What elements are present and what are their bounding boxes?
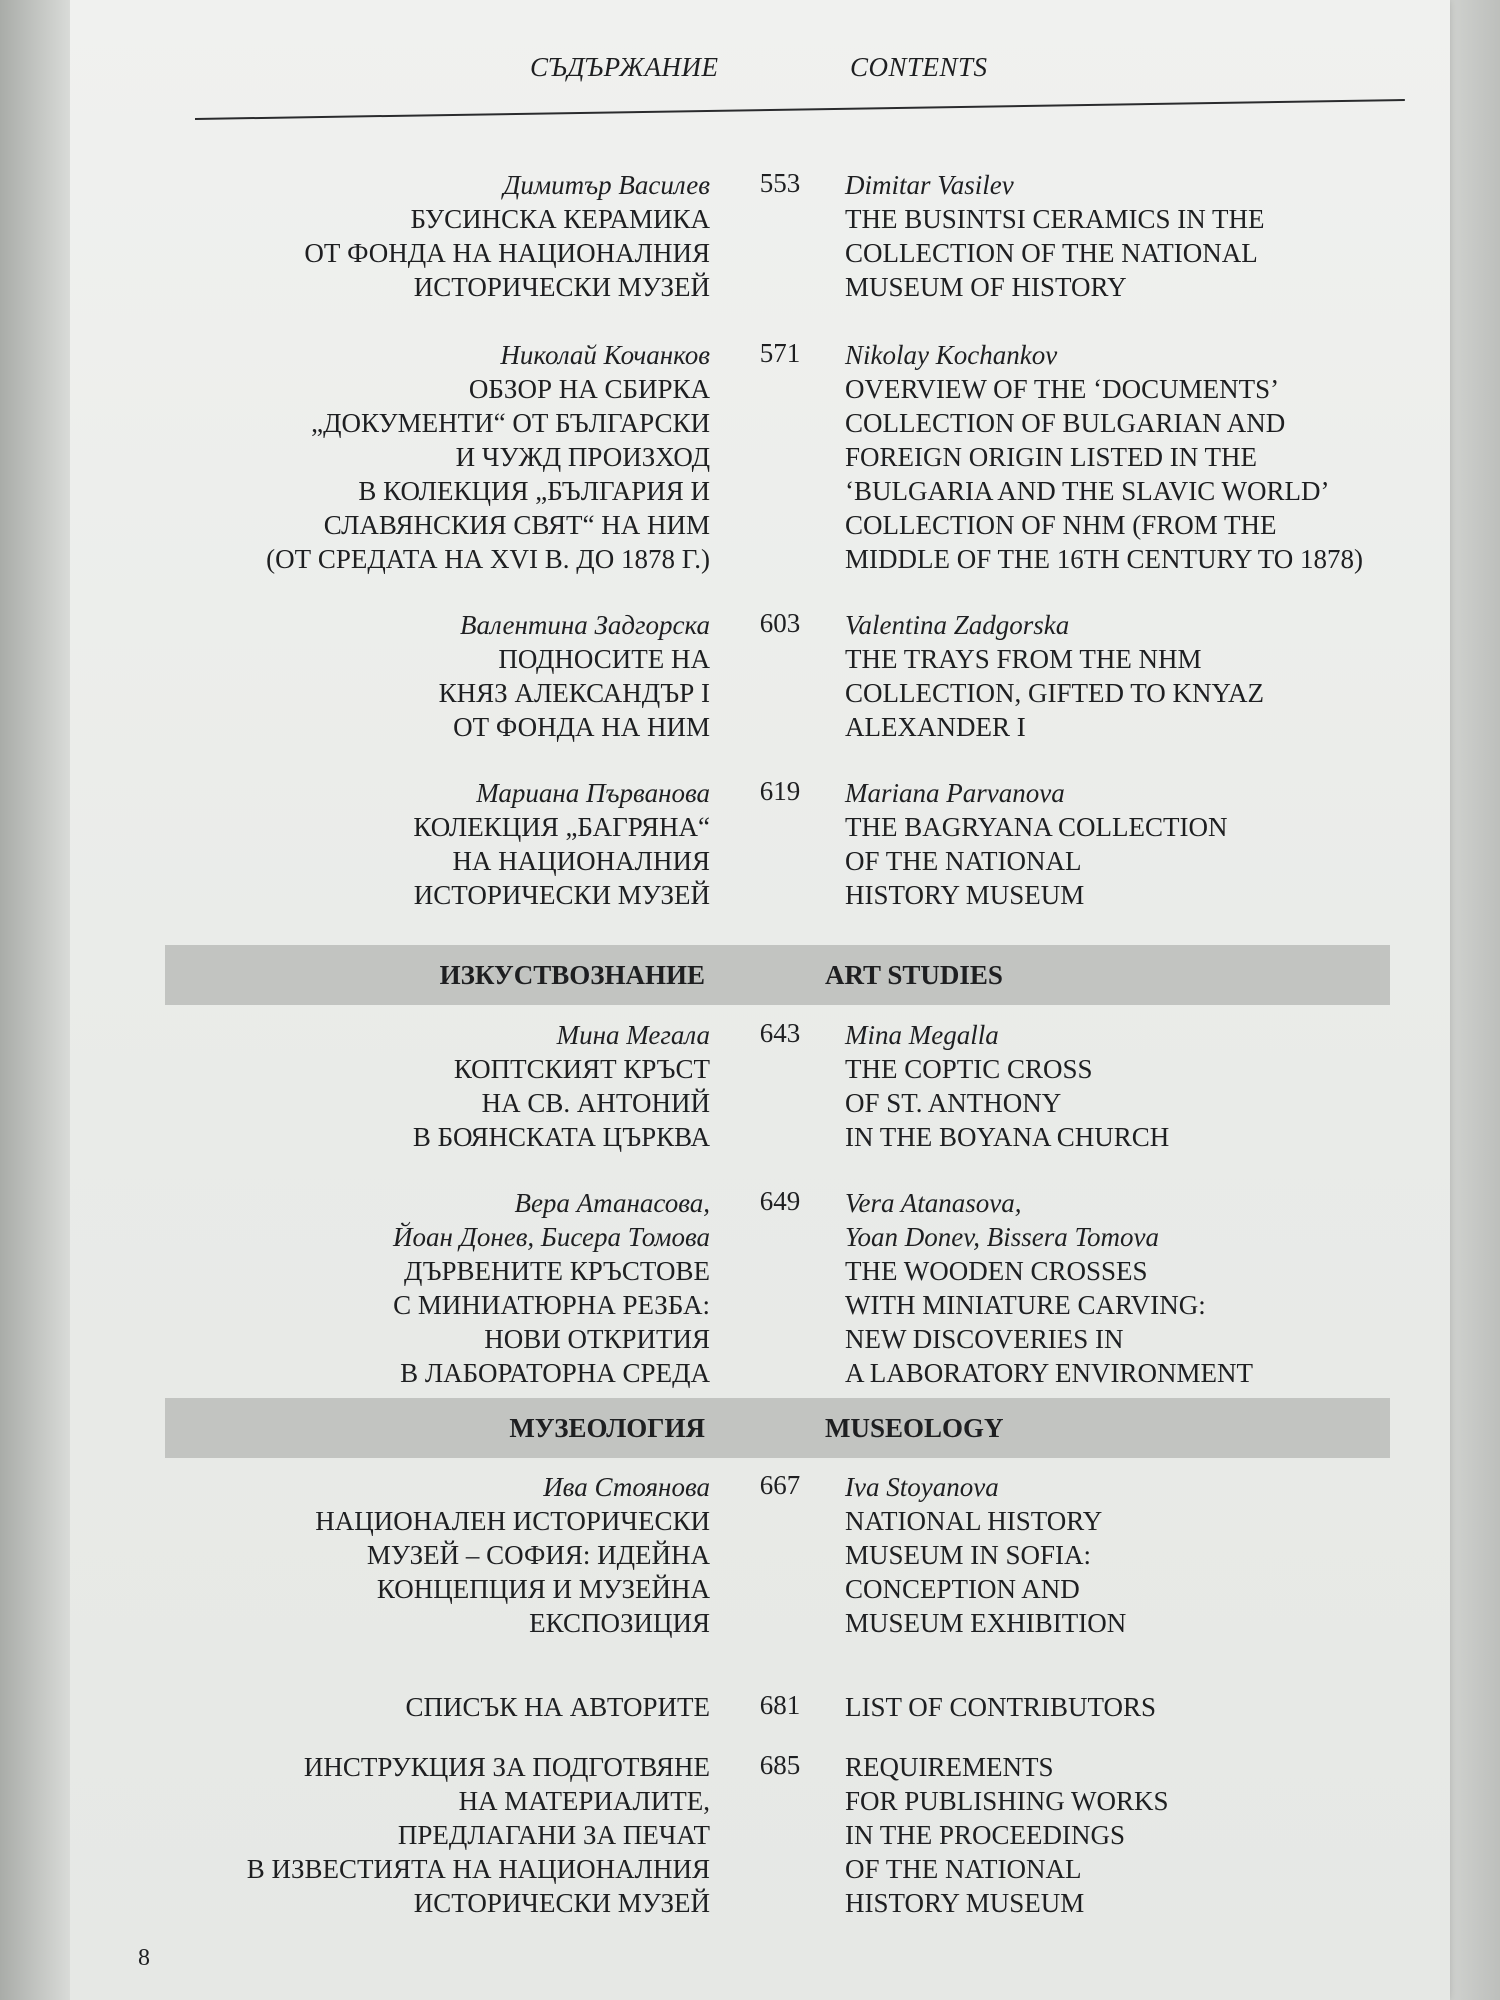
article-title-line: THE COPTIC CROSS bbox=[845, 1054, 1093, 1084]
section-heading-en: ART STUDIES bbox=[825, 960, 1003, 990]
toc-entry-en bbox=[845, 1470, 1445, 1640]
article-title-line: „ДОКУМЕНТИ“ ОТ БЪЛГАРСКИ bbox=[311, 408, 710, 438]
toc-entry-en bbox=[845, 168, 1445, 304]
author-name: Valentina Zadgorska bbox=[845, 610, 1070, 640]
article-title-line: THE BUSINTSI CERAMICS IN THE bbox=[845, 204, 1265, 234]
author-name: Йоан Донев, Бисера Томова bbox=[393, 1222, 710, 1252]
article-title-line: ОТ ФОНДА НА НИМ bbox=[453, 712, 710, 742]
article-title-line: THE TRAYS FROM THE NHM bbox=[845, 644, 1202, 674]
article-title-line: КОПТСКИЯТ КРЪСТ bbox=[453, 1054, 710, 1084]
author-name: Mariana Parvanova bbox=[845, 778, 1065, 808]
article-title-line: HISTORY MUSEUM bbox=[845, 1888, 1085, 1918]
article-title-line: COLLECTION OF BULGARIAN AND bbox=[845, 408, 1286, 438]
article-title-line: HISTORY MUSEUM bbox=[845, 880, 1085, 910]
toc-entry-en bbox=[845, 608, 1445, 744]
page-number: 553 bbox=[759, 168, 801, 198]
author-name: Mina Megalla bbox=[845, 1020, 999, 1050]
toc-entry-bg bbox=[150, 1186, 710, 1390]
toc-entry-bg bbox=[150, 1690, 710, 1724]
page-number: 667 bbox=[759, 1470, 801, 1500]
article-title-line: OF THE NATIONAL bbox=[845, 1854, 1082, 1884]
article-title-line: С МИНИАТЮРНА РЕЗБА: bbox=[393, 1290, 710, 1320]
article-title-line: MUSEUM IN SOFIA: bbox=[845, 1540, 1092, 1570]
article-title-line: СЛАВЯНСКИЯ СВЯТ“ НА НИМ bbox=[323, 510, 710, 540]
toc-entry-bg bbox=[150, 168, 710, 304]
article-title-line: ОТ ФОНДА НА НАЦИОНАЛНИЯ bbox=[304, 238, 710, 268]
author-name: Nikolay Kochankov bbox=[845, 340, 1058, 370]
article-title-line: OF THE NATIONAL bbox=[845, 846, 1082, 876]
section-heading-en: MUSEOLOGY bbox=[825, 1413, 1004, 1443]
section-heading-bar bbox=[165, 1398, 1390, 1458]
article-title-line: LIST OF CONTRIBUTORS bbox=[845, 1692, 1157, 1722]
article-title-line: ИСТОРИЧЕСКИ МУЗЕЙ bbox=[413, 880, 710, 910]
article-title-line: MUSEUM EXHIBITION bbox=[845, 1608, 1127, 1638]
article-title-line: REQUIREMENTS bbox=[845, 1752, 1054, 1782]
article-title-line: НОВИ ОТКРИТИЯ bbox=[484, 1324, 710, 1354]
article-title-line: THE WOODEN CROSSES bbox=[845, 1256, 1148, 1286]
article-title-line: И ЧУЖД ПРОИЗХОД bbox=[455, 442, 710, 472]
article-title-line: FOREIGN ORIGIN LISTED IN THE bbox=[845, 442, 1257, 472]
author-name: Вера Атанасова, bbox=[514, 1188, 710, 1218]
toc-entry-bg bbox=[150, 776, 710, 912]
toc-entry-bg bbox=[150, 608, 710, 744]
article-title-line: ПРЕДЛАГАНИ ЗА ПЕЧАТ bbox=[397, 1820, 710, 1850]
author-name: Валентина Задгорска bbox=[460, 610, 710, 640]
toc-entry-bg bbox=[150, 1018, 710, 1154]
toc-entry-en bbox=[845, 1018, 1445, 1154]
article-title-line: IN THE BOYANA CHURCH bbox=[845, 1122, 1170, 1152]
toc-entry-bg bbox=[150, 338, 710, 576]
page-number: 649 bbox=[759, 1186, 801, 1216]
article-title-line: В КОЛЕКЦИЯ „БЪЛГАРИЯ И bbox=[358, 476, 710, 506]
author-name: Ива Стоянова bbox=[543, 1472, 710, 1502]
author-name: Николай Кочанков bbox=[500, 340, 710, 370]
article-title-line: A LABORATORY ENVIRONMENT bbox=[845, 1358, 1254, 1388]
article-title-line: OF ST. ANTHONY bbox=[845, 1088, 1062, 1118]
toc-entry-bg bbox=[150, 1470, 710, 1640]
article-title-line: КОНЦЕПЦИЯ И МУЗЕЙНА bbox=[376, 1574, 710, 1604]
article-title-line: БУСИНСКА КЕРАМИКА bbox=[410, 204, 710, 234]
page-number: 571 bbox=[759, 338, 801, 368]
article-title-line: ЕКСПОЗИЦИЯ bbox=[529, 1608, 710, 1638]
article-title-line: OVERVIEW OF THE ‘DOCUMENTS’ bbox=[845, 374, 1280, 404]
section-heading-bar bbox=[165, 945, 1390, 1005]
article-title-line: НА СВ. АНТОНИЙ bbox=[481, 1088, 710, 1118]
article-title-line: NEW DISCOVERIES IN bbox=[845, 1324, 1124, 1354]
toc-entry-bg bbox=[150, 1750, 710, 1920]
article-title-line: COLLECTION, GIFTED TO KNYAZ bbox=[845, 678, 1264, 708]
author-name: Vera Atanasova, bbox=[845, 1188, 1022, 1218]
page-number: 619 bbox=[759, 776, 801, 806]
article-title-line: ИСТОРИЧЕСКИ МУЗЕЙ bbox=[413, 1888, 710, 1918]
article-title-line: НАЦИОНАЛЕН ИСТОРИЧЕСКИ bbox=[315, 1506, 710, 1536]
author-name: Мина Мегала bbox=[556, 1020, 710, 1050]
author-name: Dimitar Vasilev bbox=[845, 170, 1014, 200]
page-number: 643 bbox=[759, 1018, 801, 1048]
article-title-line: СПИСЪК НА АВТОРИТЕ bbox=[405, 1692, 710, 1722]
article-title-line: В ЛАБОРАТОРНА СРЕДА bbox=[400, 1358, 710, 1388]
article-title-line: ПОДНОСИТЕ НА bbox=[498, 644, 710, 674]
article-title-line: CONCEPTION AND bbox=[845, 1574, 1080, 1604]
article-title-line: COLLECTION OF THE NATIONAL bbox=[845, 238, 1258, 268]
toc-entry-en bbox=[845, 1690, 1445, 1724]
article-title-line: ‘BULGARIA AND THE SLAVIC WORLD’ bbox=[845, 476, 1330, 506]
author-name: Димитър Василев bbox=[503, 170, 710, 200]
article-title-line: NATIONAL HISTORY bbox=[845, 1506, 1103, 1536]
article-title-line: ДЪРВЕНИТЕ КРЪСТОВЕ bbox=[404, 1256, 710, 1286]
toc-entry-en bbox=[845, 1186, 1445, 1390]
article-title-line: COLLECTION OF NHM (FROM THE bbox=[845, 510, 1277, 540]
article-title-line: В БОЯНСКАТА ЦЪРКВА bbox=[412, 1122, 710, 1152]
author-name: Iva Stoyanova bbox=[845, 1472, 999, 1502]
article-title-line: IN THE PROCEEDINGS bbox=[845, 1820, 1126, 1850]
article-title-line: (ОТ СРЕДАТА НА XVI В. ДО 1878 Г.) bbox=[266, 544, 710, 574]
toc-entry-en bbox=[845, 1750, 1445, 1920]
author-name: Yoan Donev, Bissera Tomova bbox=[845, 1222, 1160, 1252]
article-title-line: В ИЗВЕСТИЯТА НА НАЦИОНАЛНИЯ bbox=[246, 1854, 710, 1884]
article-title-line: МУЗЕЙ – СОФИЯ: ИДЕЙНА bbox=[366, 1540, 710, 1570]
article-title-line: THE BAGRYANA COLLECTION bbox=[845, 812, 1228, 842]
section-heading-bg: ИЗКУСТВОЗНАНИЕ bbox=[439, 960, 705, 990]
running-head-bg: СЪДЪРЖАНИЕ bbox=[530, 52, 719, 82]
article-title-line: ОБЗОР НА СБИРКА bbox=[468, 374, 710, 404]
article-title-line: MIDDLE OF THE 16TH CENTURY TO 1878) bbox=[845, 544, 1363, 574]
article-title-line: КОЛЕКЦИЯ „БАГРЯНА“ bbox=[413, 812, 710, 842]
article-title-line: НА МАТЕРИАЛИТЕ, bbox=[458, 1786, 710, 1816]
article-title-line: ИСТОРИЧЕСКИ МУЗЕЙ bbox=[413, 272, 710, 302]
page-number: 685 bbox=[759, 1750, 801, 1780]
article-title-line: ИНСТРУКЦИЯ ЗА ПОДГОТВЯНЕ bbox=[303, 1752, 710, 1782]
article-title-line: MUSEUM OF HISTORY bbox=[845, 272, 1127, 302]
toc-entry-en bbox=[845, 776, 1445, 912]
page-folio: 8 bbox=[138, 1945, 150, 1971]
article-title-line: НА НАЦИОНАЛНИЯ bbox=[452, 846, 710, 876]
toc-entry-en bbox=[845, 338, 1445, 576]
article-title-line: WITH MINIATURE CARVING: bbox=[845, 1290, 1206, 1320]
author-name: Мариана Първанова bbox=[476, 778, 710, 808]
running-head-en: CONTENTS bbox=[850, 52, 988, 82]
page-number: 681 bbox=[759, 1690, 801, 1720]
article-title-line: КНЯЗ АЛЕКСАНДЪР I bbox=[438, 678, 710, 708]
page-number: 603 bbox=[759, 608, 801, 638]
article-title-line: FOR PUBLISHING WORKS bbox=[845, 1786, 1169, 1816]
section-heading-bg: МУЗЕОЛОГИЯ bbox=[509, 1413, 705, 1443]
article-title-line: ALEXANDER I bbox=[845, 712, 1026, 742]
